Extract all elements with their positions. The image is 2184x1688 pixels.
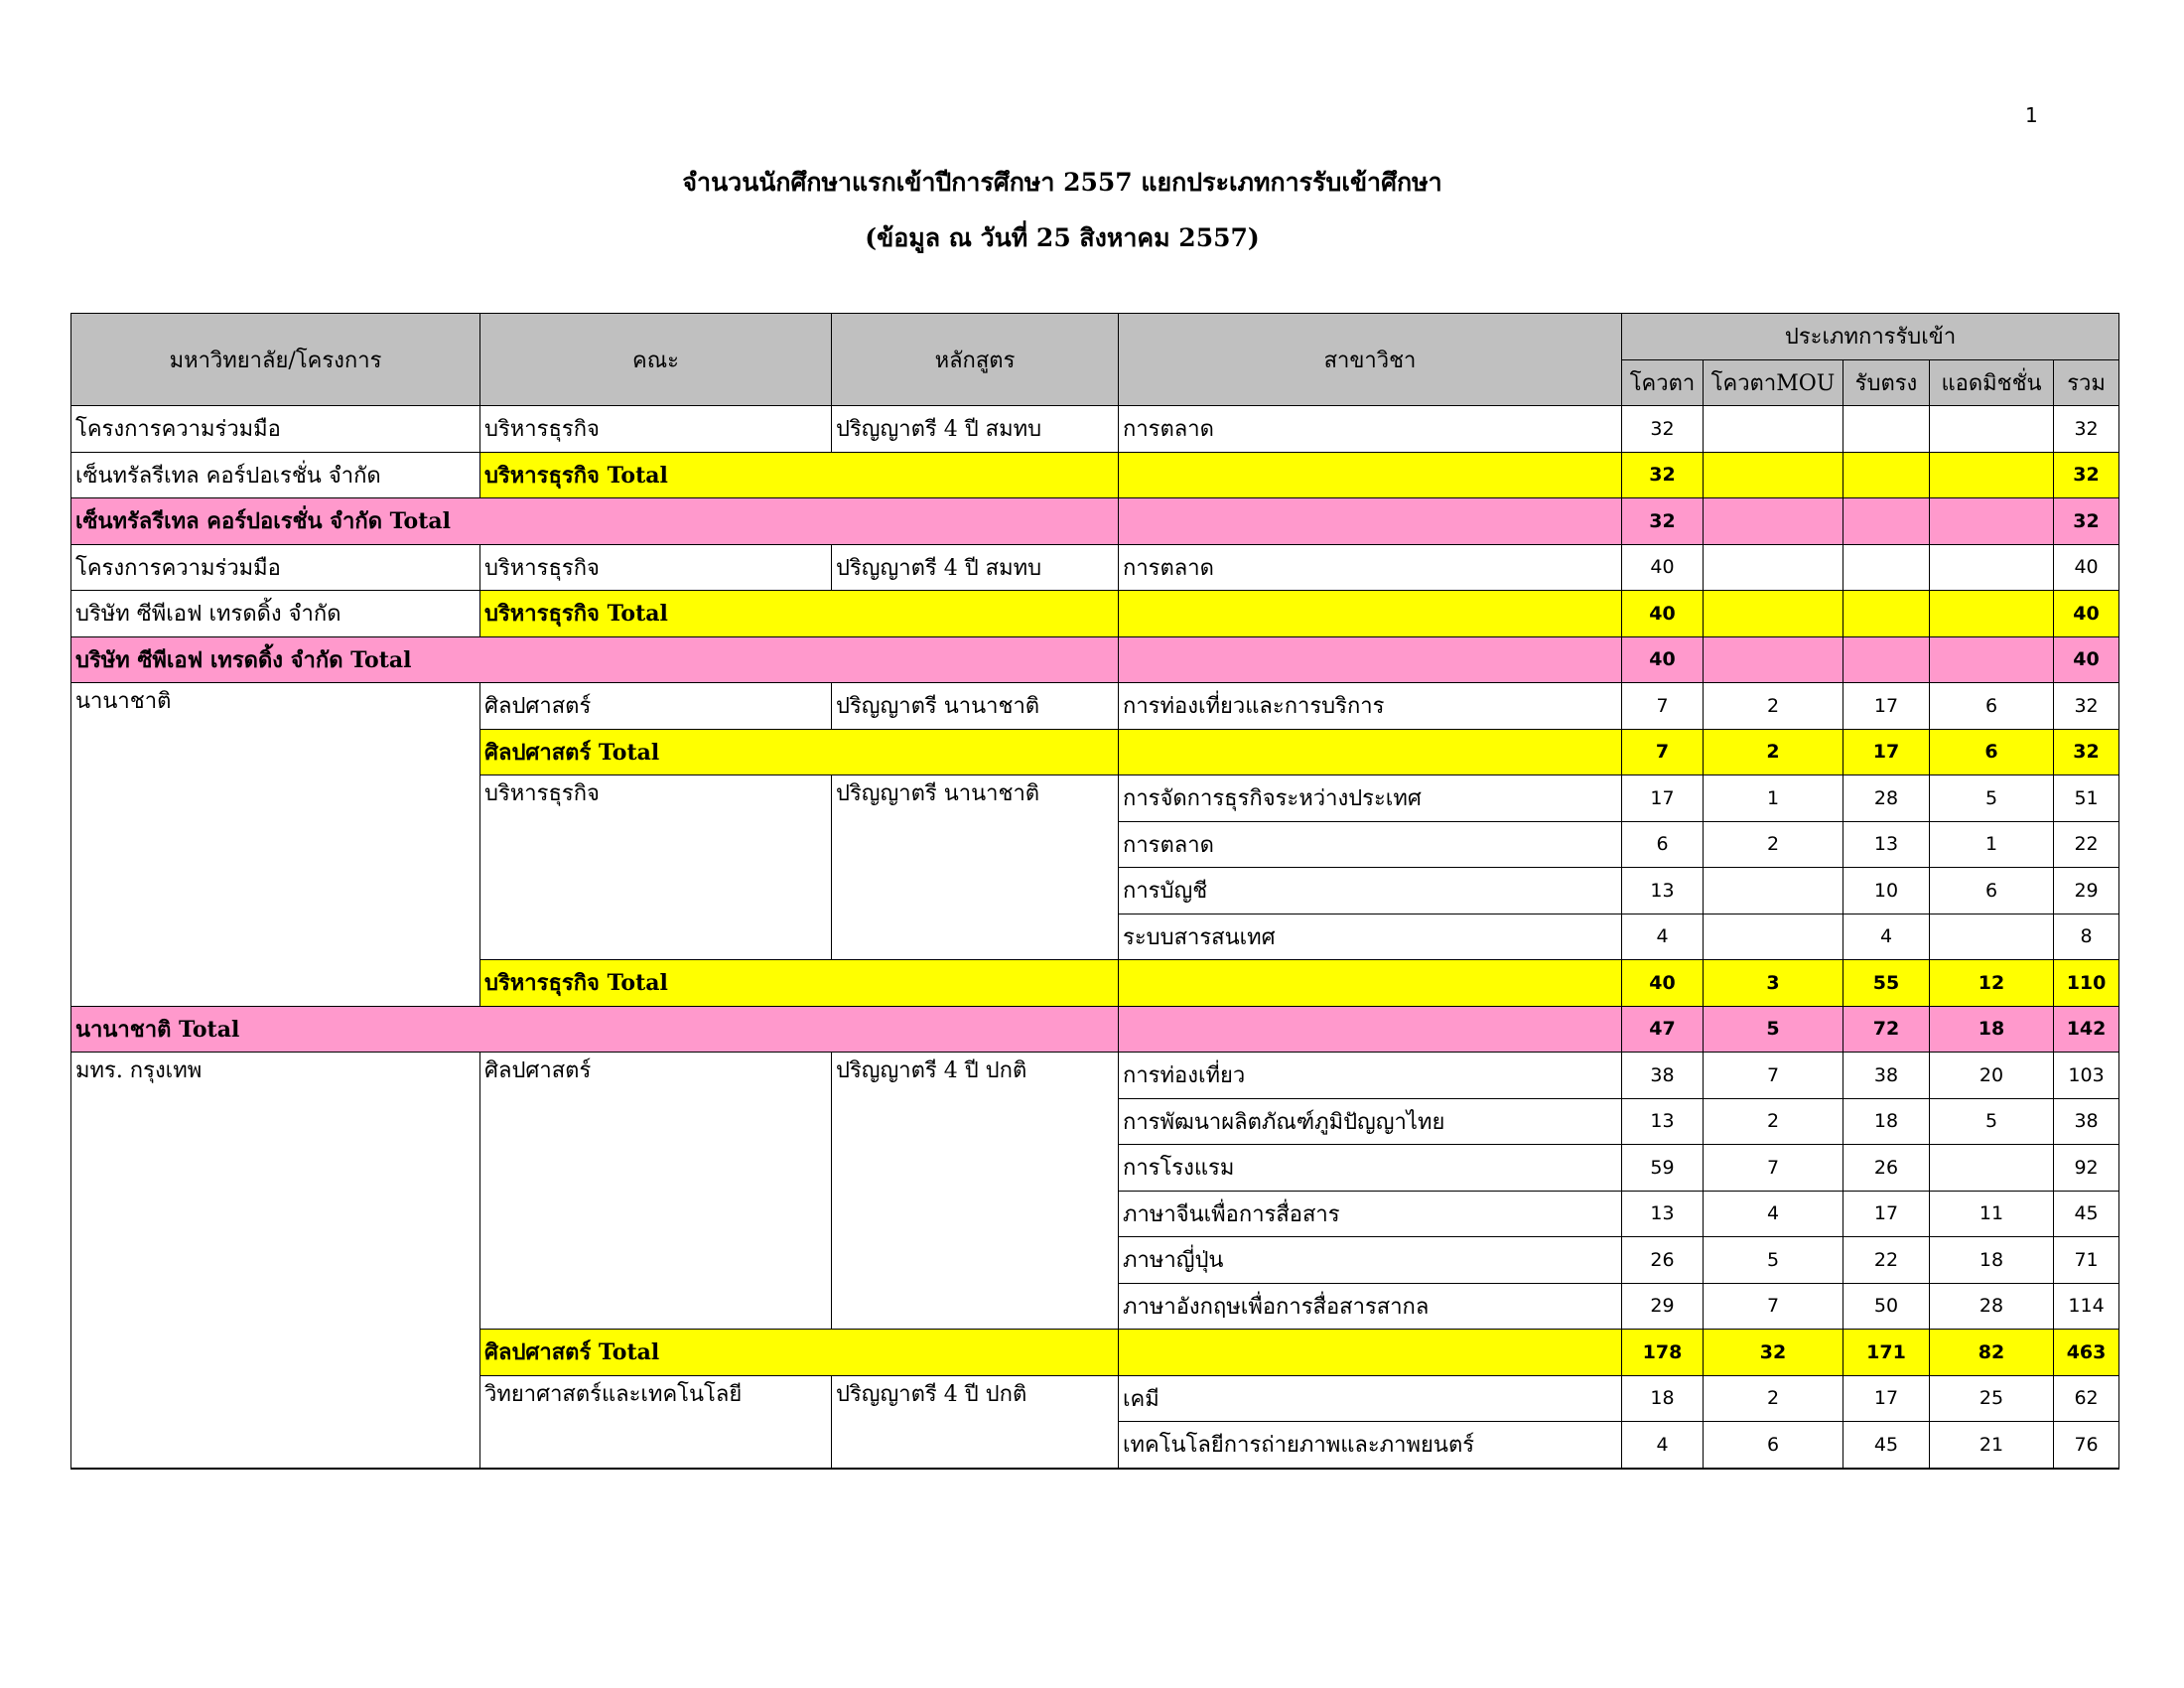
cell-admission	[1930, 452, 2054, 498]
cell-quota-mou: 2	[1704, 1098, 1843, 1145]
cell-faculty: ศิลปศาสตร์	[480, 1053, 832, 1330]
cell-program: ปริญญาตรี 4 ปี สมทบ	[832, 406, 1119, 453]
cell-quota-mou: 6	[1704, 1422, 1843, 1469]
cell-program: ปริญญาตรี 4 ปี ปกติ	[832, 1053, 1119, 1330]
cell-total: 76	[2054, 1422, 2119, 1469]
grand-total-label: บริษัท ซีพีเอฟ เทรดดิ้ง จำกัด Total	[71, 636, 1119, 683]
header-row-1	[71, 314, 2119, 360]
grand-total-label: นานาชาติ Total	[71, 1006, 1119, 1053]
cell-total: 62	[2054, 1375, 2119, 1422]
cell-total: 32	[2054, 729, 2119, 775]
cell-faculty: บริหารธุรกิจ	[480, 544, 832, 591]
cell-major: การท่องเที่ยว	[1119, 1053, 1622, 1099]
cell-quota: 17	[1622, 775, 1704, 822]
cell-quota-mou: 7	[1704, 1283, 1843, 1330]
cell-admission: 11	[1930, 1191, 2054, 1237]
cell-program: ปริญญาตรี 4 ปี สมทบ	[832, 544, 1119, 591]
cell-direct: 18	[1843, 1098, 1930, 1145]
header-total: รวม	[2054, 359, 2119, 406]
report-title: จำนวนนักศึกษาแรกเข้าปีการศึกษา 2557 แยกประเภทการรับเข้าศึกษา	[682, 168, 1442, 197]
cell-quota-mou: 32	[1704, 1330, 1843, 1376]
cell-direct	[1843, 452, 1930, 498]
table-row	[71, 1053, 2119, 1099]
cell-quota-mou	[1704, 544, 1843, 591]
cell-quota-mou: 7	[1704, 1145, 1843, 1192]
admission-table	[70, 313, 2119, 1470]
cell-quota: 178	[1622, 1330, 1704, 1376]
cell-university: โครงการความร่วมมือ	[71, 544, 480, 591]
cell-admission: 28	[1930, 1283, 2054, 1330]
header-direct: รับตรง	[1843, 359, 1930, 406]
cell-quota: 6	[1622, 821, 1704, 868]
cell-university: โครงการความร่วมมือ	[71, 406, 480, 453]
cell-quota-mou: 7	[1704, 1053, 1843, 1099]
cell-university: เซ็นทรัลรีเทล คอร์ปอเรชั่น จำกัด	[71, 452, 480, 498]
header-university: มหาวิทยาลัย/โครงการ	[71, 314, 480, 406]
header-quota: โควตา	[1622, 359, 1704, 406]
cell-total: 110	[2054, 960, 2119, 1007]
page-number: 1	[2025, 103, 2038, 127]
cell-total: 114	[2054, 1283, 2119, 1330]
cell-total: 71	[2054, 1237, 2119, 1284]
cell-admission: 82	[1930, 1330, 2054, 1376]
cell-quota: 38	[1622, 1053, 1704, 1099]
cell-major: ภาษาอังกฤษเพื่อการสื่อสารสากล	[1119, 1283, 1622, 1330]
cell-major: ภาษาญี่ปุ่น	[1119, 1237, 1622, 1284]
header-quota-mou: โควตาMOU	[1704, 359, 1843, 406]
cell-direct	[1843, 544, 1930, 591]
cell-quota-mou	[1704, 914, 1843, 960]
cell-direct: 26	[1843, 1145, 1930, 1192]
cell-total: 51	[2054, 775, 2119, 822]
cell-faculty: บริหารธุรกิจ	[480, 406, 832, 453]
cell-major: ภาษาจีนเพื่อการสื่อสาร	[1119, 1191, 1622, 1237]
cell-university: มทร. กรุงเทพ	[71, 1053, 480, 1469]
header-admission-type: ประเภทการรับเข้า	[1622, 314, 2119, 360]
cell-quota: 18	[1622, 1375, 1704, 1422]
cell-quota-mou: 2	[1704, 821, 1843, 868]
cell-total: 32	[2054, 406, 2119, 453]
subtotal-label: บริหารธุรกิจ Total	[480, 452, 1119, 498]
cell-quota-mou: 4	[1704, 1191, 1843, 1237]
cell-admission: 5	[1930, 775, 2054, 822]
cell-admission	[1930, 1145, 2054, 1192]
cell-quota: 4	[1622, 914, 1704, 960]
cell-total: 32	[2054, 452, 2119, 498]
cell-total: 463	[2054, 1330, 2119, 1376]
cell-quota: 40	[1622, 544, 1704, 591]
cell-major	[1119, 591, 1622, 637]
cell-quota: 40	[1622, 591, 1704, 637]
cell-quota: 13	[1622, 868, 1704, 914]
cell-major: การจัดการธุรกิจระหว่างประเทศ	[1119, 775, 1622, 822]
cell-quota: 59	[1622, 1145, 1704, 1192]
cell-direct: 17	[1843, 1375, 1930, 1422]
cell-quota: 26	[1622, 1237, 1704, 1284]
cell-total: 40	[2054, 591, 2119, 637]
cell-direct	[1843, 406, 1930, 453]
cell-quota-mou: 5	[1704, 1237, 1843, 1284]
cell-admission: 6	[1930, 729, 2054, 775]
cell-major: การโรงแรม	[1119, 1145, 1622, 1192]
subtotal-row	[71, 452, 2119, 498]
cell-direct	[1843, 636, 1930, 683]
cell-quota: 13	[1622, 1098, 1704, 1145]
cell-total: 8	[2054, 914, 2119, 960]
cell-major	[1119, 1006, 1622, 1053]
cell-major: การพัฒนาผลิตภัณฑ์ภูมิปัญญาไทย	[1119, 1098, 1622, 1145]
cell-quota-mou: 2	[1704, 729, 1843, 775]
cell-direct: 4	[1843, 914, 1930, 960]
cell-major: การตลาด	[1119, 821, 1622, 868]
cell-quota-mou	[1704, 406, 1843, 453]
cell-total: 40	[2054, 636, 2119, 683]
cell-direct: 72	[1843, 1006, 1930, 1053]
cell-university: บริษัท ซีพีเอฟ เทรดดิ้ง จำกัด	[71, 591, 480, 637]
cell-program: ปริญญาตรี นานาชาติ	[832, 775, 1119, 960]
cell-direct: 55	[1843, 960, 1930, 1007]
cell-major	[1119, 636, 1622, 683]
cell-admission	[1930, 406, 2054, 453]
cell-admission	[1930, 498, 2054, 545]
subtotal-label: ศิลปศาสตร์ Total	[480, 1330, 1119, 1376]
cell-admission: 6	[1930, 683, 2054, 730]
cell-admission	[1930, 636, 2054, 683]
cell-direct: 50	[1843, 1283, 1930, 1330]
cell-quota-mou: 3	[1704, 960, 1843, 1007]
cell-admission	[1930, 914, 2054, 960]
cell-major: เคมี	[1119, 1375, 1622, 1422]
cell-direct	[1843, 498, 1930, 545]
cell-total: 29	[2054, 868, 2119, 914]
cell-faculty: ศิลปศาสตร์	[480, 683, 832, 730]
cell-quota-mou	[1704, 591, 1843, 637]
cell-total: 32	[2054, 683, 2119, 730]
cell-quota: 40	[1622, 636, 1704, 683]
grand-total-row	[71, 498, 2119, 545]
subtotal-row	[71, 591, 2119, 637]
cell-major: เทคโนโลยีการถ่ายภาพและภาพยนตร์	[1119, 1422, 1622, 1469]
cell-quota-mou: 5	[1704, 1006, 1843, 1053]
grand-total-label: เซ็นทรัลรีเทล คอร์ปอเรชั่น จำกัด Total	[71, 498, 1119, 545]
cell-quota-mou: 2	[1704, 683, 1843, 730]
cell-major	[1119, 960, 1622, 1007]
cell-direct: 17	[1843, 729, 1930, 775]
cell-admission: 18	[1930, 1237, 2054, 1284]
cell-major: การท่องเที่ยวและการบริการ	[1119, 683, 1622, 730]
cell-quota-mou: 1	[1704, 775, 1843, 822]
cell-major: การบัญชี	[1119, 868, 1622, 914]
cell-direct	[1843, 591, 1930, 637]
cell-total: 38	[2054, 1098, 2119, 1145]
cell-quota: 7	[1622, 729, 1704, 775]
cell-direct: 22	[1843, 1237, 1930, 1284]
header-major: สาขาวิชา	[1119, 314, 1622, 406]
cell-major	[1119, 452, 1622, 498]
cell-quota-mou	[1704, 498, 1843, 545]
cell-admission: 21	[1930, 1422, 2054, 1469]
cell-admission	[1930, 591, 2054, 637]
cell-quota-mou	[1704, 868, 1843, 914]
cell-total: 92	[2054, 1145, 2119, 1192]
cell-quota-mou	[1704, 452, 1843, 498]
cell-quota: 29	[1622, 1283, 1704, 1330]
subtotal-label: บริหารธุรกิจ Total	[480, 960, 1119, 1007]
cell-program: ปริญญาตรี นานาชาติ	[832, 683, 1119, 730]
cell-major: ระบบสารสนเทศ	[1119, 914, 1622, 960]
cell-admission: 6	[1930, 868, 2054, 914]
header-admission: แอดมิชชั่น	[1930, 359, 2054, 406]
grand-total-row	[71, 1006, 2119, 1053]
cell-direct: 13	[1843, 821, 1930, 868]
cell-direct: 171	[1843, 1330, 1930, 1376]
table-row	[71, 683, 2119, 730]
cell-quota: 47	[1622, 1006, 1704, 1053]
cell-admission: 5	[1930, 1098, 2054, 1145]
cell-direct: 45	[1843, 1422, 1930, 1469]
cell-quota: 32	[1622, 498, 1704, 545]
cell-quota: 7	[1622, 683, 1704, 730]
cell-university: นานาชาติ	[71, 683, 480, 1007]
cell-total: 32	[2054, 498, 2119, 545]
report-subtitle: (ข้อมูล ณ วันที่ 25 สิงหาคม 2557)	[865, 223, 1260, 252]
cell-major	[1119, 729, 1622, 775]
cell-total: 40	[2054, 544, 2119, 591]
subtotal-label: ศิลปศาสตร์ Total	[480, 729, 1119, 775]
cell-total: 22	[2054, 821, 2119, 868]
cell-quota: 40	[1622, 960, 1704, 1007]
table-row	[71, 544, 2119, 591]
cell-admission: 20	[1930, 1053, 2054, 1099]
header-program: หลักสูตร	[832, 314, 1119, 406]
cell-total: 103	[2054, 1053, 2119, 1099]
cell-major: การตลาด	[1119, 406, 1622, 453]
cell-direct: 38	[1843, 1053, 1930, 1099]
cell-quota-mou: 2	[1704, 1375, 1843, 1422]
cell-faculty: บริหารธุรกิจ	[480, 775, 832, 960]
cell-admission: 25	[1930, 1375, 2054, 1422]
cell-major	[1119, 1330, 1622, 1376]
table-row	[71, 406, 2119, 453]
cell-quota: 13	[1622, 1191, 1704, 1237]
cell-direct: 10	[1843, 868, 1930, 914]
cell-major: การตลาด	[1119, 544, 1622, 591]
cell-quota: 32	[1622, 406, 1704, 453]
cell-quota: 4	[1622, 1422, 1704, 1469]
cell-program: ปริญญาตรี 4 ปี ปกติ	[832, 1375, 1119, 1469]
cell-admission: 12	[1930, 960, 2054, 1007]
header-faculty: คณะ	[480, 314, 832, 406]
cell-major	[1119, 498, 1622, 545]
cell-faculty: วิทยาศาสตร์และเทคโนโลยี	[480, 1375, 832, 1469]
cell-admission	[1930, 544, 2054, 591]
cell-total: 45	[2054, 1191, 2119, 1237]
subtotal-label: บริหารธุรกิจ Total	[480, 591, 1119, 637]
cell-direct: 17	[1843, 683, 1930, 730]
grand-total-row	[71, 636, 2119, 683]
cell-quota-mou	[1704, 636, 1843, 683]
cell-admission: 1	[1930, 821, 2054, 868]
cell-admission: 18	[1930, 1006, 2054, 1053]
cell-direct: 28	[1843, 775, 1930, 822]
cell-total: 142	[2054, 1006, 2119, 1053]
cell-direct: 17	[1843, 1191, 1930, 1237]
cell-quota: 32	[1622, 452, 1704, 498]
